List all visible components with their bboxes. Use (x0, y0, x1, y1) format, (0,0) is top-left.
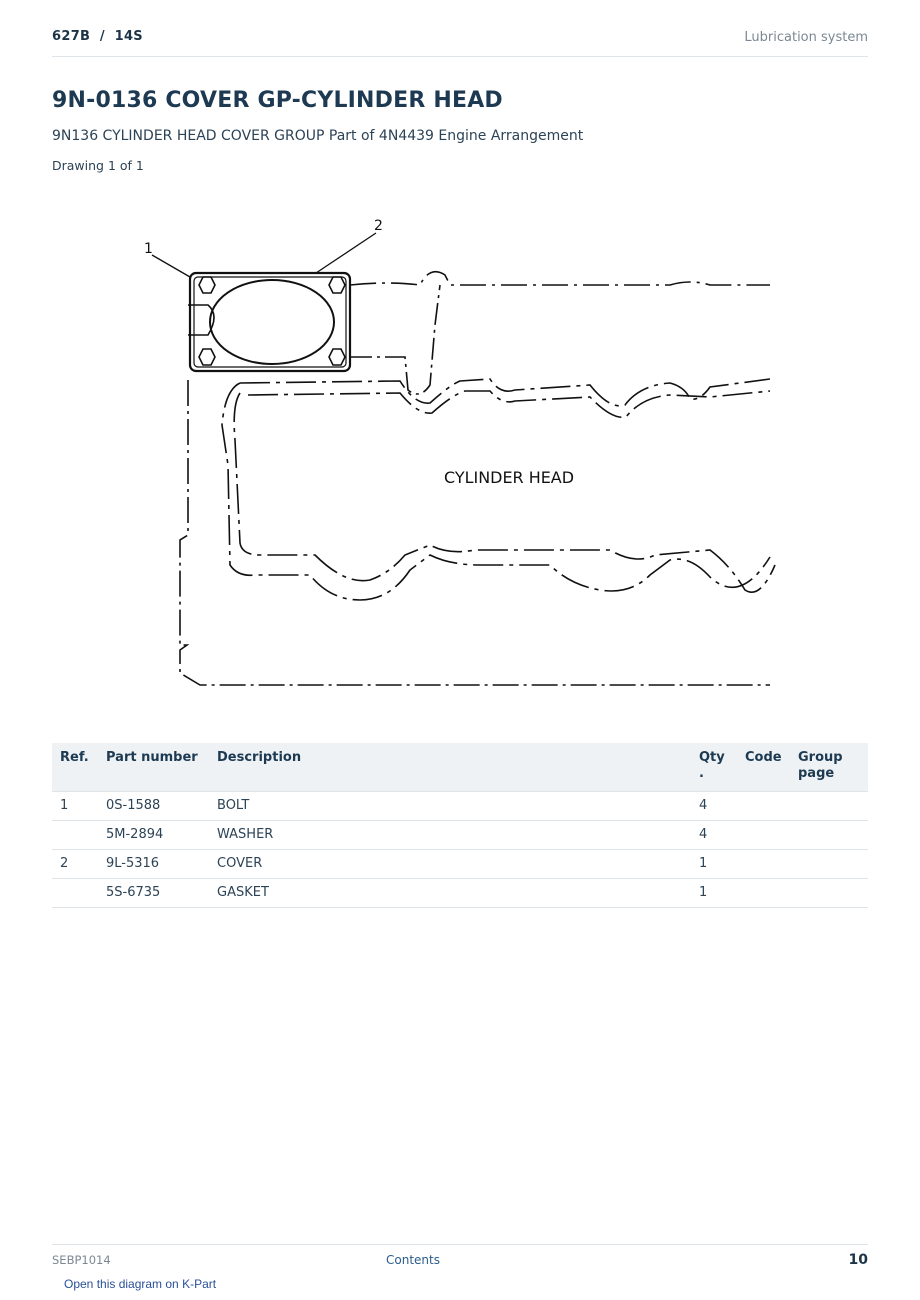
head-top-edge (350, 272, 770, 285)
breadcrumb: 627B / 14S (52, 29, 143, 44)
cell-ref (52, 821, 98, 850)
footer-divider (52, 1244, 868, 1245)
cell-part-number: 0S-1588 (98, 792, 209, 821)
page-header (52, 26, 868, 57)
section-name: Lubrication system (744, 30, 868, 45)
bolt-bottom-left (199, 349, 215, 365)
col-group-page: Group page (790, 743, 868, 792)
cell-group-page (790, 792, 868, 821)
col-ref: Ref. (52, 743, 98, 792)
cell-part-number: 5S-6735 (98, 879, 209, 908)
cell-ref: 2 (52, 850, 98, 879)
callout-2: 2 (374, 218, 383, 234)
cell-qty: 1 (691, 879, 737, 908)
inner-channel-top (222, 383, 770, 600)
page-subtitle: 9N136 CYLINDER HEAD COVER GROUP Part of 4N4439 Engine Arrangement (52, 128, 584, 144)
bolt-top-left (199, 277, 215, 293)
leader-line-1 (152, 255, 190, 277)
table-row (52, 821, 868, 850)
table-row (52, 792, 868, 821)
cell-description: BOLT (209, 792, 691, 821)
col-description: Description (209, 743, 691, 792)
cell-ref (52, 879, 98, 908)
cell-code (737, 850, 790, 879)
contents-link[interactable]: Contents (386, 1253, 440, 1267)
kpart-link[interactable]: Open this diagram on K-Part (64, 1277, 217, 1291)
inner-channel-upper (240, 379, 770, 406)
cell-code (737, 792, 790, 821)
parts-diagram (130, 205, 790, 705)
page-number: 10 (848, 1252, 868, 1268)
cell-group-page (790, 850, 868, 879)
cell-qty: 1 (691, 850, 737, 879)
parts-table (52, 743, 868, 908)
col-code: Code (737, 743, 790, 792)
col-qty: Qty . (691, 743, 737, 792)
head-outline (180, 380, 770, 685)
cover-opening (210, 280, 334, 364)
callout-1: 1 (144, 241, 153, 257)
cell-qty: 4 (691, 821, 737, 850)
diagram-caption: CYLINDER HEAD (444, 468, 574, 487)
cell-group-page (790, 821, 868, 850)
cell-description: GASKET (209, 879, 691, 908)
cell-description: WASHER (209, 821, 691, 850)
cell-part-number: 5M-2894 (98, 821, 209, 850)
cell-group-page (790, 879, 868, 908)
table-row (52, 850, 868, 879)
page-title: 9N-0136 COVER GP-CYLINDER HEAD (52, 88, 503, 113)
table-header-row (52, 743, 868, 792)
cell-code (737, 879, 790, 908)
cell-part-number: 9L-5316 (98, 850, 209, 879)
cell-qty: 4 (691, 792, 737, 821)
bolt-top-right (329, 277, 345, 293)
leader-line-2 (316, 233, 376, 273)
document-id: SEBP1014 (52, 1253, 111, 1267)
cell-ref: 1 (52, 792, 98, 821)
table-row (52, 879, 868, 908)
col-part-number: Part number (98, 743, 209, 792)
bolt-bottom-right (329, 349, 345, 365)
drawing-label: Drawing 1 of 1 (52, 158, 144, 173)
cell-description: COVER (209, 850, 691, 879)
cell-code (737, 821, 790, 850)
